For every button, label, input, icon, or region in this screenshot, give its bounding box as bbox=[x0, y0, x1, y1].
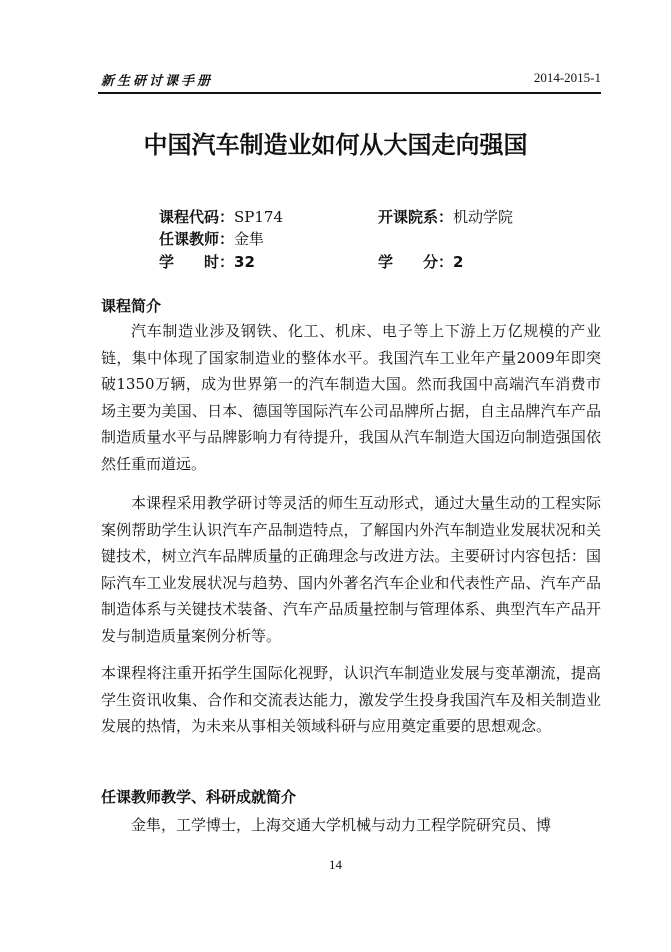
teacher-paragraph-1: 金隼，工学博士，上海交通大学机械与动力工程学院研究员、博 bbox=[131, 816, 552, 834]
department-value: 机动学院 bbox=[453, 208, 514, 226]
course-code-row bbox=[159, 207, 283, 227]
credits-row bbox=[378, 252, 463, 272]
intro-paragraph-3: 本课程将注重开拓学生国际化视野，认识汽车制造业发展与变革潮流，提高学生资讯收集、合作和交流表达能力，激发学生投身我国汽车及相关制造业发展的热情，为未来从事相关领域科研与应用奠定重要的思想观念。 bbox=[101, 664, 601, 736]
teacher-label: 任课教师： bbox=[159, 230, 235, 248]
department-label: 开课院系： bbox=[378, 208, 454, 226]
course-code-value: SP174 bbox=[234, 208, 284, 226]
intro-heading: 课程简介 bbox=[101, 297, 162, 315]
teacher-section-heading: 任课教师教学、科研成就简介 bbox=[101, 788, 297, 806]
credits-label: 学 分： bbox=[378, 253, 454, 271]
teacher-row bbox=[159, 229, 264, 249]
hours-value: 32 bbox=[234, 253, 255, 271]
credits-value: 2 bbox=[453, 253, 464, 271]
hours-label: 学 时： bbox=[159, 253, 235, 271]
teacher-value: 金隼 bbox=[234, 230, 265, 248]
hours-row bbox=[159, 252, 255, 272]
handbook-title: 新生研讨课手册 bbox=[101, 74, 214, 89]
term-label: 2014-2015-1 bbox=[533, 70, 601, 85]
header-divider bbox=[98, 92, 601, 94]
course-title: 中国汽车制造业如何从大国走向强国 bbox=[143, 131, 528, 159]
department-row bbox=[378, 207, 513, 227]
intro-paragraph-2: 本课程采用教学研讨等灵活的师生互动形式，通过大量生动的工程实际案例帮助学生认识汽车产品制造特点，了解国内外汽车制造业发展状况和关键技术，树立汽车品牌质量的正确理念与改进方法。主要研讨内容包括：国际汽车工业发展状况与趋势、国内外著名汽车企业和代表性产品、汽车产品制造体系与关键技术装备、汽车产品质量控制与管理体系、典型汽车产品开发与制造质量案例分析等。 bbox=[101, 494, 601, 645]
page-number: 14 bbox=[329, 857, 342, 872]
course-code-label: 课程代码： bbox=[159, 208, 235, 226]
intro-paragraph-1: 汽车制造业涉及钢铁、化工、机床、电子等上下游上万亿规模的产业链，集中体现了国家制造业的整体水平。我国汽车工业年产量2009年即突破1350万辆，成为世界第一的汽车制造大国。然而我国中高端汽车消费市场主要为美国、日本、德国等国际汽车公司品牌所占据，自主品牌汽车产品制造质量水平与品牌影响力有待提升，我国从汽车制造大国迈向制造强国依然任重而道远。 bbox=[101, 322, 601, 473]
